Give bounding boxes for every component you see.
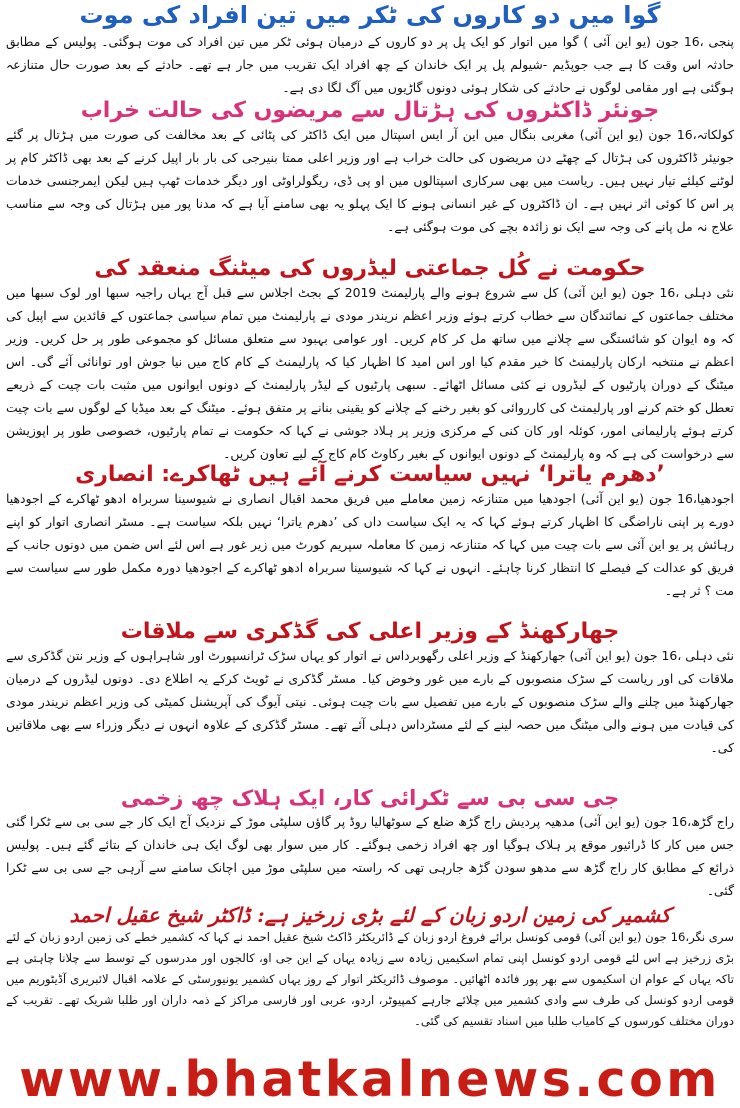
headline-kashmir-urdu: کشمیر کی زمین اردو زبان کے لئے بڑی زرخیز ہے: ڈاکٹر شیخ عقیل احمد bbox=[69, 903, 671, 927]
article-kashmir-urdu bbox=[6, 904, 734, 1032]
headline-goa-accident: گوا میں دو کاروں کی ٹکر میں تین افراد کی موت bbox=[79, 1, 661, 29]
article-goa-accident bbox=[6, 2, 734, 99]
article-jharkhand-cm bbox=[6, 619, 734, 759]
article-body-jcb-collision: راج گڑھ،16 جون (یو این آئی) مدھیہ پردیش راج گڑھ ضلع کے سوٹھالیا روڈ پر گاؤں سلپٹی موڑ کے نزدیک آج ایک کار جے سی بی سے ٹکرا گئی جس میں کار کا ڈرائیور موقع پر ہلاک ہوگیا اور چھ افراد زخمی ہوگئے۔ کار میں سوار بھی لوگ ایک ہی خاندان کے بتائے گئے ہیں۔ پولیس ذرائع کے مطابق کار راج گڑھ سے مدھو سودن گڑھ جارہی تھی کہ راستہ میں سلپٹی موڑ میں اچانک سامنے سے آرہی جے سی بی سے ٹکرا گئی۔ bbox=[6, 814, 734, 899]
article-body-all-party-meeting: نئی دہلی ،16 جون (یو این آئی) کل سے شروع ہونے والے پارلیمنٹ 2019 کے بجٹ اجلاس سے قبل آج یہاں راجیہ سبھا اور لوک سبھا میں مختلف جماعتوں کے نمائندگان سے خطاب کرتے ہوئے وزیر اعظم نریندر مودی نے پارلیمنٹ میں تمام سیاسی جماعتوں کے قائدین سے اپیل کی کہ وہ ایوان کو شائستگی سے چلانے میں ساتھ مل کر کام کریں۔ اور عوامی بہبود سے متعلق مسائل کو مجموعی طور پر حل کریں۔ وزیر اعظم نے منتخبہ ارکان پارلیمنٹ کا خیر مقدم کیا اور اس امید کا اظہار کیا کہ پارلیمنٹ کے کام کاج میں نیا جوش اور توانائی آئے گی۔ اس میٹنگ کے دوران پارٹیوں کے لیڈروں نے کئی مسائل اٹھائے۔ سبھی پارٹیوں کے لیڈر پارلیمنٹ کے دونوں ایوانوں میں مثبت بات چیت کے ذریعے تعطل کو ختم کرنے اور پارلیمنٹ کی کارروائی کو بغیر رخنے کے چلانے کو یقینی بنانے پر متفق ہوئے۔ میٹنگ کے بعد میڈیا کے لوگوں سے بات چیت کرتے ہوئے پارلیمانی امور، کوئلہ اور کان کنی کے مرکزی وزیر پر ہلاد جوشی نے کہا کہ حکومت نے تمام پارٹیوں، خصوصی طور پر اپوزیشن سے درخواست کی ہے کہ وہ پارلیمنٹ کے دونوں ایوانوں کے بغیر رکاوٹ کام کاج کے لیے تعاون کریں۔ bbox=[6, 285, 734, 462]
article-jcb-collision bbox=[6, 786, 734, 902]
article-body-goa-accident: پنجی ،16 جون (یو این آئی ) گوا میں اتوار کو ایک پل پر دو کاروں کے درمیان ہوئی ٹکر میں تین افراد کی موت ہوگئی۔ پولیس کے مطابق حادثہ اس وقت کا ہے جب جوپڈیم -شیولم پل پر ایک خاندان کے چھ افراد ایک تقریب میں جار ہے تھے۔ حادثے کے بعد صورت حال متنازعہ ہوگئی ہے اور مقامی لوگوں نے حادثے کی شکار ہوئی دونوں گاڑیوں میں آگ لگا دی ہے۔ bbox=[6, 33, 735, 95]
article-body-kashmir-urdu: سری نگر،16 جون (یو این آئی) قومی کونسل برائے فروغ اردو زبان کے ڈائریکٹر ڈاکٹ شیخ عقیل احمد نے کہا کہ کشمیر خطے کی زمین اردو زبان کے لئے بڑی زرخیز ہے اس لئے قومی اردو کونسل اپنی تمام اسکیمیں زیادہ سے زیادہ یہاں کے این جی او، کالجوں اور مدرسوں کے توسط سے چلانا چاہتی ہے تاکہ یہاں کے عوام ان اسکیموں سے بھر پور فائدہ اٹھائیں۔ موصوف ڈائریکٹر اتوار کے روز یہاں کشمیر یونیورسٹی کے علامہ اقبال لائبریری آڈیٹوریم میں قومی اردو کونسل کی طرف سے وادی کشمیر میں چلائے جارہے کمپیوٹر، اردو، عربی اور فارسی مراکز کے ذمہ داران اور طلبا شریک تھے۔ تقریب کے دوران مختلف کورسوں کے کامیاب طلبا میں اسناد تقسیم کی گئی۔ bbox=[6, 930, 734, 1028]
headline-jcb-collision: جی سی بی سے ٹکرائی کار، ایک ہلاک چھ زخمی bbox=[120, 786, 620, 810]
headline-ansari-thackeray: ’دھرم یاترا‘ نہیں سیاست کرنے آئے ہیں ٹھاکرے: انصاری bbox=[75, 462, 665, 487]
headline-jharkhand-cm: جھارکھنڈ کے وزیر اعلی کی گڈکری سے ملاقات bbox=[120, 619, 620, 644]
article-all-party-meeting bbox=[6, 256, 734, 465]
article-ansari-thackeray bbox=[6, 462, 734, 602]
article-body-doctors-strike: کولکاتہ،16 جون (یو این آئی) مغربی بنگال میں این آر ایس اسپتال میں ایک ڈاکٹر کی پٹائی کے بعد مخالفت کی صورت میں ہڑتال پر گئے جونیئر ڈاکٹروں کی ہڑتال کے چھٹے دن مریضوں کی حالت خراب ہے اور وزیر اعلی ممتا بنیرجی کی بار بار اپیل کرنے کے بعد بھی ڈاکٹر کام پر لوٹنے کیلئے تیار نہیں ہیں۔ ریاست میں بھی سرکاری اسپتالوں میں او پی ڈی، ریگولراوٹی اور دیگر خدمات ٹھپ ہیں لیکن ایمرجنسی خدمات پر اس کا کوئی اثر نہیں ہے۔ ان ڈاکٹروں کے غیر انسانی ہونے کا ایک پہلو یہ بھی سامنے آیا ہے کہ مدنا پور میں ہڑتال کی وجہ سے مناسب علاج نہ مل پانے کی وجہ سے ایک نو زائدہ بچے کی موت ہوگئی ہے۔ bbox=[6, 127, 734, 235]
article-doctors-strike bbox=[6, 98, 734, 238]
headline-doctors-strike: جونئر ڈاکٹروں کی ہڑتال سے مریضوں کی حالت خراب bbox=[80, 98, 660, 123]
footer-website-link[interactable]: www.bhatkalnews.com bbox=[19, 1050, 721, 1108]
headline-all-party-meeting: حکومت نے کُل جماعتی لیڈروں کی میٹنگ منعقد کی bbox=[94, 256, 646, 281]
article-body-ansari-thackeray: اجودھیا،16 جون (یو این آئی) اجودھیا میں متنازعہ زمین معاملے میں فریق محمد اقبال انصاری نے شیوسینا سربراہ ادھو ٹھاکرے کے اجودھیا دورے پر اپنی ناراضگی کا اظہار کرتے ہوئے کہا کہ یہ ایک سیاست داں کی ’دھرم یاترا‘ نہیں بلکہ سیاست ہے۔ مسٹر انصاری اتوار کو اپنے رہائش پر یو این آئی سے بات چیت میں کہا کہ متنازعہ زمین کا معاملہ سپریم کورٹ میں زیر غور ہے اس لئے اس ضمن میں دونوں جانب کے فریق کو عدالت کے فیصلے کا انتظار کرنا چاہئے۔ انہوں نے کہا کہ شیوسینا سربراہ ادھو ٹھاکرے کے اجودھیا دورہ مکمل طور سے سیاست سے مت ؟ ثر ہے۔ bbox=[6, 491, 734, 599]
footer-website-banner bbox=[0, 1050, 740, 1108]
article-body-jharkhand-cm: نئی دہلی ،16 جون (یو این آئی) جھارکھنڈ کے وزیر اعلی رگھوبرداس نے اتوار کو یہاں سڑک ٹرانسپورٹ اور شاہراہوں کے وزیر نتن گڈکری سے ملاقات کی اور ریاست کے سڑک منصوبوں کے بارے میں غور وخوض کیا۔ مسٹر گڈکری نے ٹویٹ کرکے یہ اطلاع دی۔ دونوں لیڈروں کے درمیان جھارکھنڈ میں چلنے والے سڑک منصوبوں کے بارے میں تفصیل سے بات چیت ہوئی۔ نیتی آیوگ کی آپریشنل کمیٹی کی وزیر اعظم نریندر مودی کی قیادت میں ہونے والی میٹنگ میں حصہ لینے کے لئے مسٹرداس دہلی آئے تھے۔ مسٹر گڈکری کے علاوہ انہوں نے دیگر وزراء سے بھی ملاقاتیں کی۔ bbox=[6, 648, 734, 756]
